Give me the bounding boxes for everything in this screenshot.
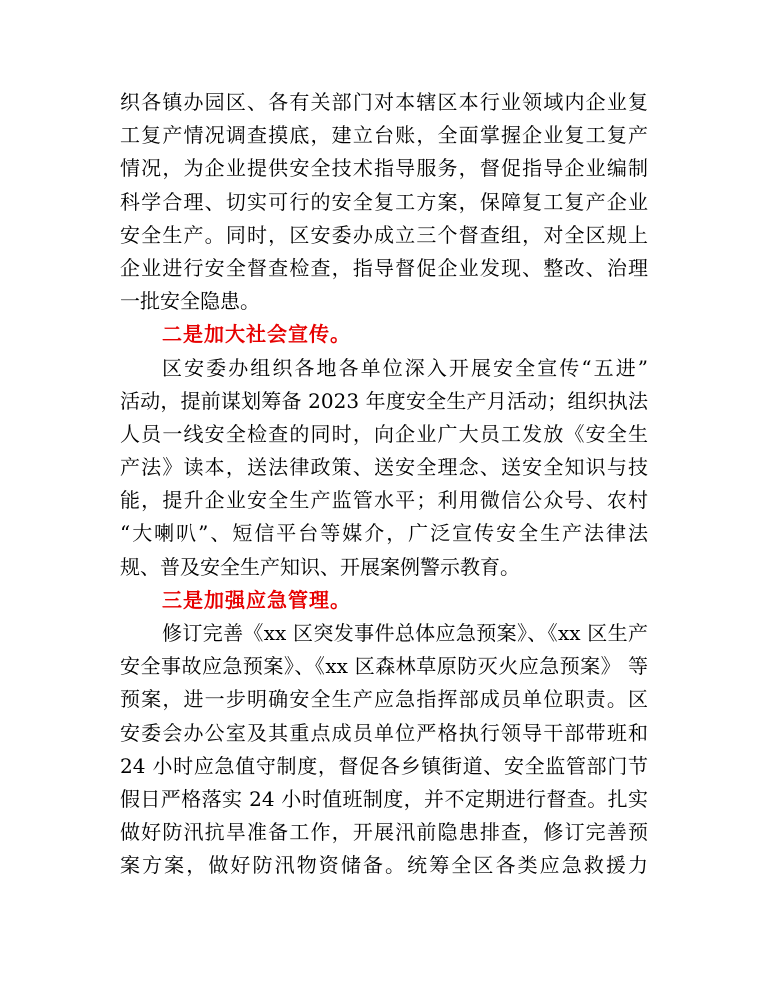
section-heading: 三是加强应急管理。 bbox=[162, 587, 351, 612]
text-line: 一批安全隐患。 bbox=[120, 289, 260, 314]
text-line: 区安委办组织各地各单位深入开展安全宣传“五进” bbox=[162, 355, 648, 380]
text-line: 修订完善《xx 区突发事件总体应急预案》、《xx 区生产 bbox=[162, 621, 648, 645]
text-line: 产法》读本，送法律政策、送安全理念、送安全知识与技 bbox=[120, 455, 648, 480]
text-line: 能，提升企业安全生产监管水平；利用微信公众号、农村 bbox=[120, 488, 648, 513]
text-line: 企业进行安全督查检查，指导督促企业发现、整改、治理 bbox=[120, 255, 648, 280]
text-line: 织各镇办园区、各有关部门对本辖区本行业领域内企业复 bbox=[120, 90, 648, 114]
text-line: 科学合理、切实可行的安全复工方案，保障复工复产企业 bbox=[120, 189, 648, 214]
text-line: 安委会办公室及其重点成员单位严格执行领导干部带班和 bbox=[120, 720, 648, 745]
text-line: 安全生产。同时，区安委办成立三个督查组，对全区规上 bbox=[120, 222, 648, 247]
text-line: 预案，进一步明确安全生产应急指挥部成员单位职责。区 bbox=[120, 687, 648, 712]
text-line: 案方案，做好防汛物资储备。统筹全区各类应急救援力 bbox=[120, 853, 648, 878]
section-publicity bbox=[120, 318, 648, 584]
text-line: 情况，为企业提供安全技术指导服务，督促指导企业编制 bbox=[120, 156, 648, 181]
text-line: 24 小时应急值守制度，督促各乡镇街道、安全监管部门节 bbox=[120, 753, 648, 778]
text-line: 假日严格落实 24 小时值班制度，并不定期进行督查。扎实 bbox=[120, 786, 648, 811]
text-line: 活动，提前谋划筹备 2023 年度安全生产月活动；组织执法 bbox=[120, 388, 648, 413]
section-heading: 二是加大社会宣传。 bbox=[162, 322, 351, 347]
text-line: 规、普及安全生产知识、开展案例警示教育。 bbox=[120, 554, 520, 579]
text-line: 做好防汛抗旱准备工作，开展汛前隐患排查，修订完善预 bbox=[120, 820, 648, 845]
text-line: 安全事故应急预案》、《xx 区森林草原防灭火应急预案》 等 bbox=[120, 654, 648, 679]
section-emergency-management bbox=[120, 584, 648, 883]
text-line: “大喇叭”、短信平台等媒介，广泛宣传安全生产法律法 bbox=[120, 521, 648, 546]
document-page bbox=[120, 86, 648, 883]
text-line: 工复产情况调查摸底，建立台账，全面掌握企业复工复产 bbox=[120, 123, 648, 148]
text-line: 人员一线安全检查的同时，向企业广大员工发放《安全生 bbox=[120, 421, 648, 446]
continued-paragraph bbox=[120, 86, 648, 318]
